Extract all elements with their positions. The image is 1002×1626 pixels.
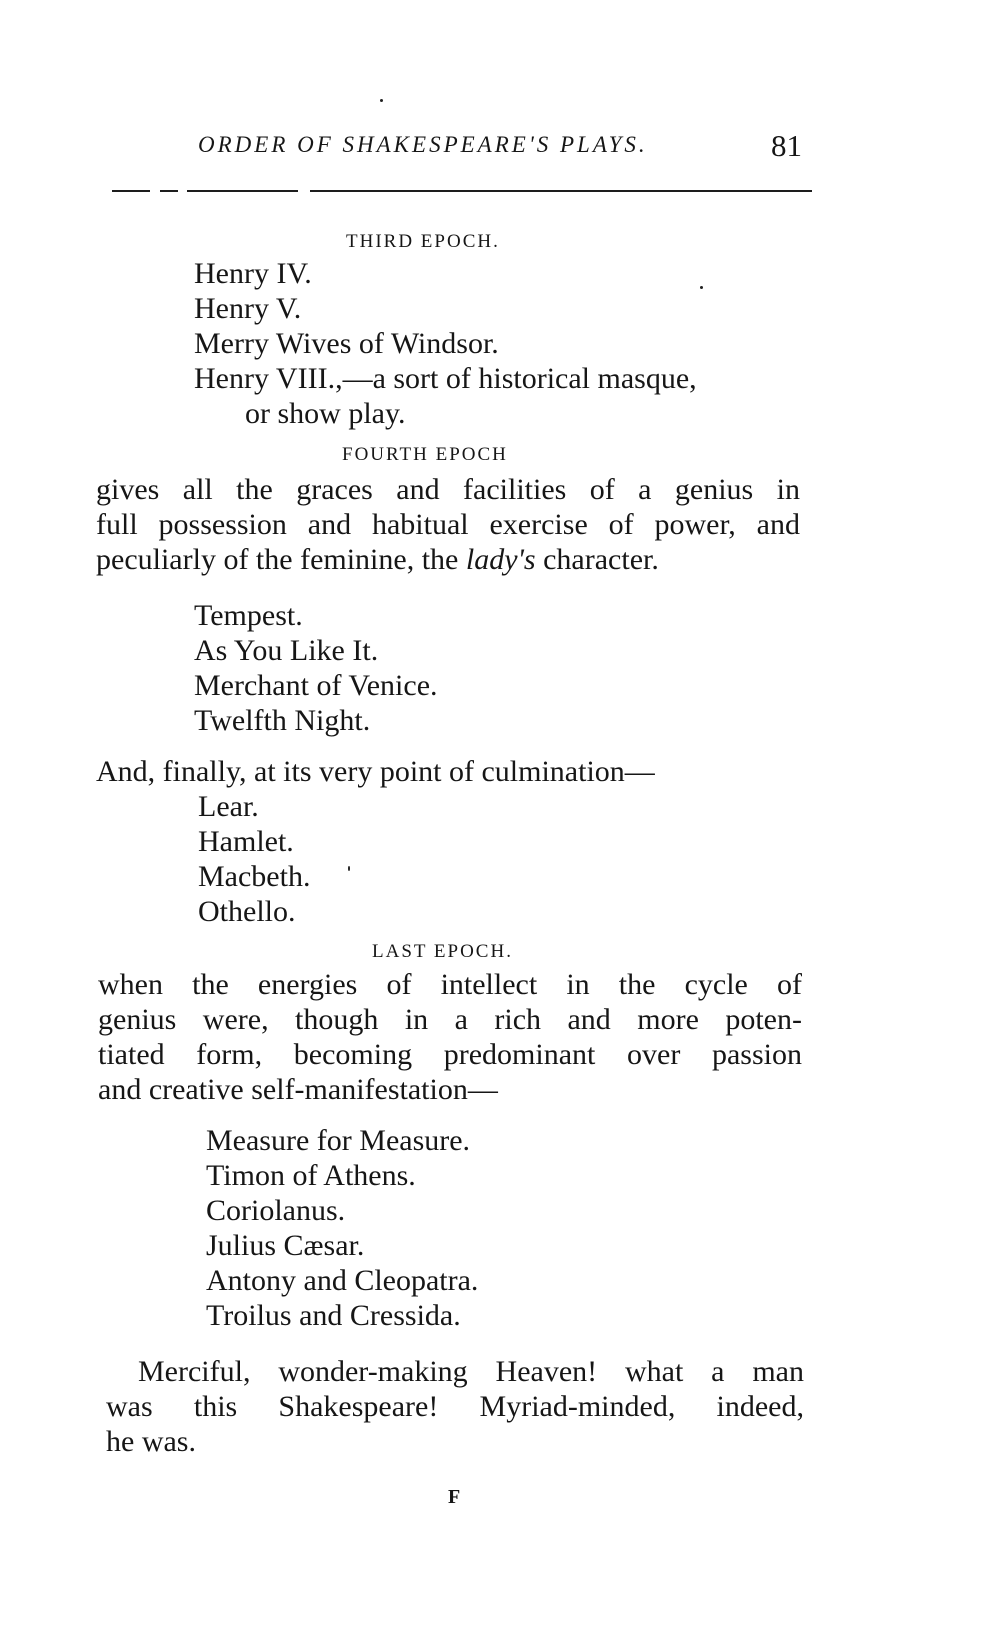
rule-break bbox=[150, 188, 160, 194]
play-title: Timon of Athens. bbox=[206, 1159, 416, 1192]
paragraph-line: was this Shakespeare! Myriad-minded, indeed, bbox=[106, 1390, 804, 1423]
paragraph-line: he was. bbox=[106, 1425, 196, 1458]
rule-break bbox=[298, 188, 310, 194]
play-title: Lear. bbox=[198, 790, 259, 823]
play-title: As You Like It. bbox=[194, 634, 379, 667]
play-title: Antony and Cleopatra. bbox=[206, 1264, 479, 1297]
fourth-epoch-heading: FOURTH EPOCH bbox=[342, 444, 508, 465]
play-title: Merchant of Venice. bbox=[194, 669, 438, 702]
paragraph-line: genius were, though in a rich and more poten- bbox=[98, 1003, 802, 1036]
play-title: Macbeth. bbox=[198, 860, 311, 893]
paragraph-text: character. bbox=[535, 543, 659, 576]
paragraph-line: full possession and habitual exercise of power, and bbox=[96, 508, 800, 541]
rule-break bbox=[178, 188, 187, 194]
header-rule bbox=[112, 190, 812, 192]
third-epoch-heading: THIRD EPOCH. bbox=[346, 231, 500, 252]
play-title: Coriolanus. bbox=[206, 1194, 346, 1227]
italic-word: lady's bbox=[465, 543, 536, 576]
play-title: Twelfth Night. bbox=[194, 704, 371, 737]
play-title: Merry Wives of Windsor. bbox=[194, 327, 499, 360]
play-title: Henry VIII.,—a sort of historical masque, bbox=[194, 362, 697, 395]
running-title: ORDER OF SHAKESPEARE'S PLAYS. bbox=[198, 132, 648, 157]
last-epoch-heading: LAST EPOCH. bbox=[372, 941, 513, 962]
play-title-continuation: or show play. bbox=[245, 397, 406, 430]
play-title: Tempest. bbox=[194, 599, 303, 632]
paragraph-line: and creative self-manifestation— bbox=[98, 1073, 498, 1106]
page-number: 81 bbox=[771, 128, 802, 163]
paragraph-line: Merciful, wonder-making Heaven! what a man bbox=[138, 1355, 804, 1388]
signature-mark: F bbox=[448, 1486, 461, 1508]
ink-speck bbox=[380, 99, 383, 102]
play-title: Troilus and Cressida. bbox=[206, 1299, 461, 1332]
play-title: Othello. bbox=[198, 895, 296, 928]
paragraph-text: peculiarly of the feminine, the bbox=[96, 543, 466, 576]
play-title: Hamlet. bbox=[198, 825, 294, 858]
play-title: Measure for Measure. bbox=[206, 1124, 471, 1157]
paragraph-line: tiated form, becoming predominant over passion bbox=[98, 1038, 802, 1071]
play-title: Henry IV. bbox=[194, 257, 312, 290]
paragraph-line: gives all the graces and facilities of a genius in bbox=[96, 473, 800, 506]
play-title: Henry V. bbox=[194, 292, 302, 325]
culmination-line: And, finally, at its very point of culmination— bbox=[96, 755, 655, 788]
play-title: Julius Cæsar. bbox=[206, 1229, 365, 1262]
paragraph-line: when the energies of intellect in the cycle of bbox=[98, 968, 802, 1001]
paragraph-line bbox=[96, 545, 659, 575]
stray-dot bbox=[348, 866, 350, 871]
stray-dot bbox=[700, 286, 703, 289]
